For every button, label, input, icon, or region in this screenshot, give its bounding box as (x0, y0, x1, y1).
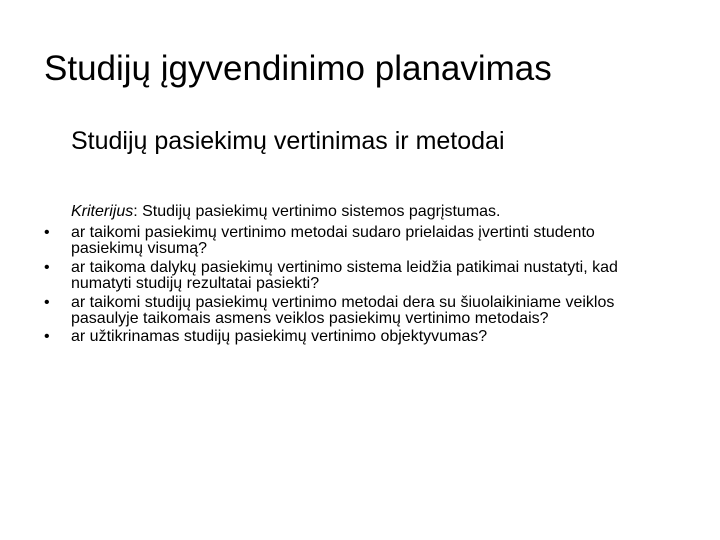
list-item-text: ar taikomi studijų pasiekimų vertinimo metodai dera su šiuolaikiniame veiklos pasaulyje taikomais asmens veiklos pasiekimų vertinimo metodais? (71, 293, 615, 328)
list-item-text: ar taikoma dalykų pasiekimų vertinimo sistema leidžia patikimai nustatyti, kad numatyti studijų rezultatai pasiekti? (71, 258, 618, 293)
slide-title: Studijų įgyvendinimo planavimas (44, 49, 552, 88)
bullet-icon: • (44, 224, 50, 241)
list-item (44, 329, 684, 345)
list-item (44, 260, 684, 293)
list-item-text: ar taikomi pasiekimų vertinimo metodai sudaro prielaidas įvertinti studento pasiekimų visumą? (71, 224, 595, 258)
criteria-text: : Studijų pasiekimų vertinimo sistemos pagrįstumas. (133, 203, 501, 220)
bullet-icon: • (44, 293, 50, 311)
list-item (44, 295, 684, 328)
criteria-label: Kriterijus (71, 203, 134, 220)
list-item-text: ar užtikrinamas studijų pasiekimų vertinimo objektyvumas? (71, 328, 488, 346)
slide-subtitle: Studijų pasiekimų vertinimas ir metodai (71, 127, 505, 155)
list-item (44, 225, 684, 258)
criteria-line (71, 203, 500, 221)
bullet-icon: • (44, 258, 50, 276)
bullet-icon: • (44, 328, 50, 346)
criteria-question-list (44, 225, 684, 348)
